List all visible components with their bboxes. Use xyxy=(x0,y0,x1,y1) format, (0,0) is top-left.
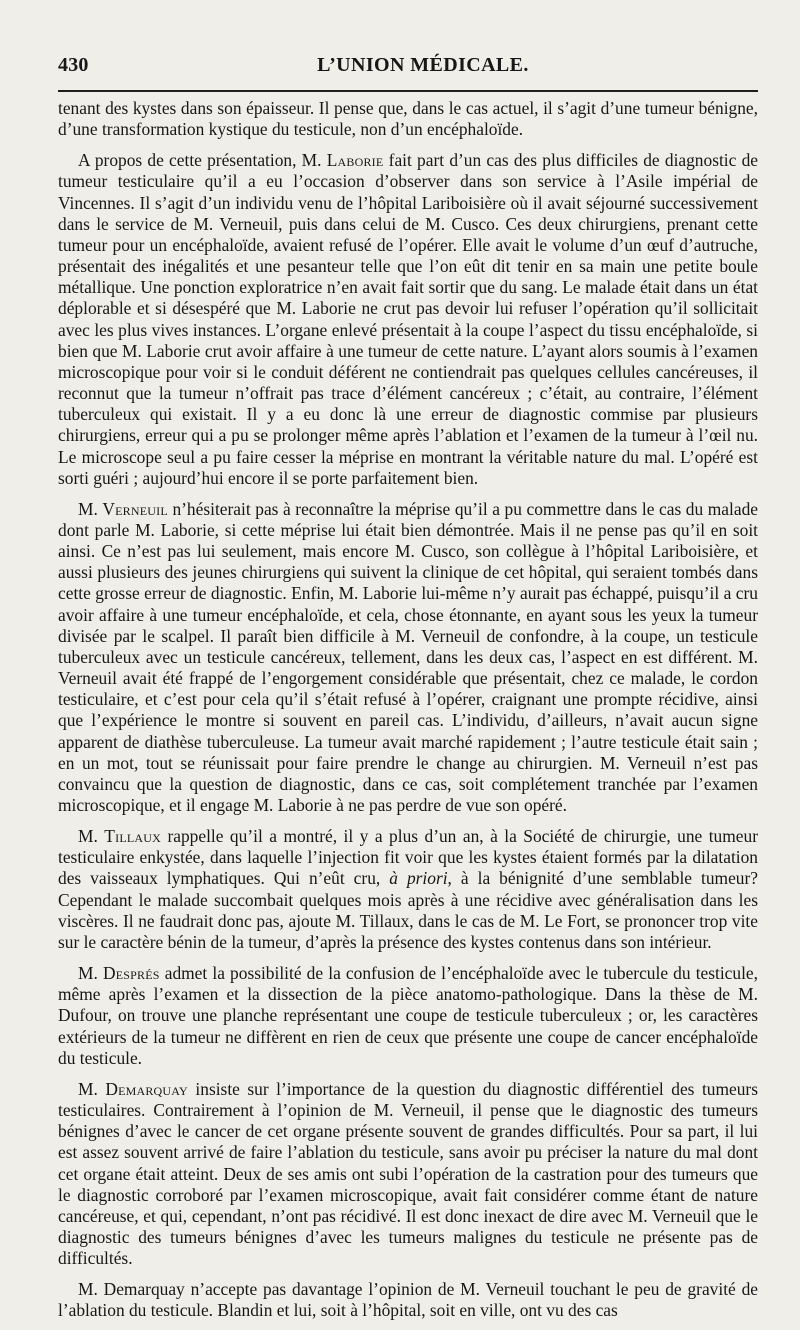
paragraph-despres xyxy=(58,963,758,1069)
paragraph-last-text: M. Demarquay n’accepte pas davantage l’opinion de M. Verneuil touchant le peu de gravité de l’ablation du testicule. Blandin et lui, soit à l’hôpital, soit en ville, ont vu des cas xyxy=(58,1279,758,1321)
speaker-laborie: Laborie xyxy=(326,150,384,171)
speaker-verneuil: Verneuil xyxy=(102,498,168,519)
italic-a-priori: à priori xyxy=(389,868,448,889)
header-rule xyxy=(58,90,758,92)
paragraph-laborie xyxy=(58,150,758,489)
paragraph-verneuil xyxy=(58,499,758,816)
speaker-despres: Després xyxy=(102,963,160,984)
paragraph-demarquay-text: insiste sur l’importance de la question du diagnostic différentiel des tumeurs testiculaires. Contrairement à l’opinion de M. Verneuil, il pense que le diagnostic des tumeurs bénignes d’avec le cancer de cet organe présente souvent de grandes difficultés. Pour sa part, il lui est assez souvent arrivé de faire l’ablation du testicule, sans avoir pu préciser la nature du mal dont cet organe était atteint. Deux de ses amis ont subi l’opération de la castration pour des tumeurs que le diagnostic corroboré par l’examen microscopique, avait fait considérer comme étant de nature cancéreuse, et qui, cependant, n’ont pas récidivé. Il est donc inexact de dire avec M. Verneuil que le diagnostic des tumeurs bénignes d’avec les tumeurs malignes du testicule ne présente pas de difficultés. xyxy=(58,1078,758,1269)
paragraph-despres-intro: M. xyxy=(78,963,103,984)
paragraph-tillaux xyxy=(58,826,758,953)
speaker-demarquay: Demarquay xyxy=(105,1078,188,1099)
speaker-tillaux: Tillaux xyxy=(104,826,161,847)
paragraph-1 xyxy=(58,98,758,140)
paragraph-tillaux-text-before-italic: rappelle qu’il a montré, il y a plus d’un an, à la Société de chirurgie, une tumeur testiculaire enkystée, dans laquelle l’injection fit voir que les kystes étaient formés par la dilatation des vaisseaux lymphatiques. Qui n’eût cru, xyxy=(58,826,758,889)
paragraph-demarquay-intro: M. xyxy=(78,1078,106,1099)
paragraph-1-text: tenant des kystes dans son épaisseur. Il pense que, dans le cas actuel, il s’agit d’une tumeur bénigne, d’une transformation kystique du testicule, non d’un encéphaloïde. xyxy=(58,98,758,140)
paragraph-laborie-intro: A propos de cette présentation, M. xyxy=(78,150,327,171)
page-header xyxy=(58,54,758,84)
page-number: 430 xyxy=(58,54,89,76)
paragraph-verneuil-text: n’hésiterait pas à reconnaître la méprise qu’il a pu commettre dans le cas du malade dont parle M. Laborie, si cette méprise lui était bien démontrée. Mais il ne pense pas qu’il en soit ainsi. Ce n’est pas lui seulement, mais encore M. Cusco, son collègue à l’hôpital Lariboisière, et aussi plusieurs des jeunes chirurgiens qui suivent la clinique de cet hôpital, qui seraient tombés dans cette grosse erreur de diagnostic. Enfin, M. Laborie lui-même n’y aurait pas échappé, puisqu’il a cru avoir affaire à une tumeur encéphaloïde, et cela, chose étonnante, en ayant sous les yeux la tumeur divisée par le scalpel. Il paraît bien difficile à M. Verneuil de confondre, à la coupe, un testicule tuberculeux avec un testicule cancéreux, tellement, dans les deux cas, l’aspect en est différent. M. Verneuil avait été frappé de l’engorgement considérable que présentait, chez ce malade, le cordon testiculaire, et c’est pour cela qu’il s’était refusé à l’opérer, craignant une prompte récidive, ainsi que l’expérience le montre si souvent en pareil cas. L’individu, d’ailleurs, n’avait aucun signe apparent de diathèse tuberculeuse. La tumeur avait marché rapidement ; l’autre testicule était sain ; en un mot, tout se réunissait pour faire prendre le change au chirurgien. M. Verneuil n’est pas convaincu que la question de diagnostic, dans ce cas, soit complétement tranchée par l’examen microscopique, et il engage M. Laborie à ne pas perdre de vue son opéré. xyxy=(58,498,758,815)
running-title: L’UNION MÉDICALE. xyxy=(317,54,529,76)
article-body xyxy=(58,98,758,1321)
paragraph-tillaux-intro: M. xyxy=(78,826,105,847)
paragraph-demarquay xyxy=(58,1079,758,1269)
paragraph-verneuil-intro: M. xyxy=(78,498,103,519)
paragraph-despres-text: admet la possibilité de la confusion de l’encéphaloïde avec le tubercule du testicule, même après l’examen et la dissection de la pièce anatomo-pathologique. Dans la thèse de M. Dufour, on trouve une planche représentant une coupe de testicule tuberculeux ; or, les caractères extérieurs de la tumeur ne diffèrent en rien de ceux que présente une coupe de cancer encéphaloïde du testicule. xyxy=(58,963,758,1068)
paragraph-laborie-text: fait part d’un cas des plus difficiles de diagnostic de tumeur testiculaire qu’il a eu l’occasion d’observer dans son service à l’Asile impérial de Vincennes. Il s’agit d’un individu venu de l’hôpital Lariboisière où il avait séjourné successivement dans le service de M. Verneuil, puis dans celui de M. Cusco. Ces deux chirurgiens, prenant cette tumeur pour un encéphaloïde, avaient refusé de l’opérer. Elle avait le volume d’un œuf d’autruche, présentait des inégalités et une pesanteur telle que l’on eût dit tenir en sa main une petite boule métallique. Une ponction exploratrice n’en avait fait sortir que du sang. Le malade était dans un état déplorable et si désespéré que M. Laborie ne crut pas devoir lui refuser l’opération qu’il sollicitait avec les plus vives instances. L’organe enlevé présentait à la coupe l’aspect du tissu encéphaloïde, si bien que M. Laborie crut avoir affaire à une tumeur de cette nature. L’ayant alors soumis à l’examen microscopique pour voir si le conduit déférent ne contiendrait pas quelques cellules cancéreuses, il reconnut que la tumeur n’offrait pas trace d’élément cancéreux ; c’était, au contraire, l’élément tuberculeux qui existait. Il y a eu donc là une erreur de diagnostic commise par plusieurs chirurgiens, erreur qui a pu se prolonger même après l’ablation et l’examen de la tumeur à l’œil nu. Le microscope seul a pu faire cesser la méprise en montrant la véritable nature du mal. L’opéré est sorti guéri ; aujourd’hui encore il se porte parfaitement bien. xyxy=(58,150,758,488)
paragraph-tillaux-text-after-italic: , à la bénignité d’une semblable tumeur? Cependant le malade succombait quelques mois après à une récidive avec généralisation dans les viscères. Il ne faudrait donc pas, ajoute M. Tillaux, dans le cas de M. Le Fort, se prononcer trop vite sur le caractère bénin de la tumeur, d’après la présence des kystes contenus dans son intérieur. xyxy=(58,868,758,952)
paragraph-last xyxy=(58,1279,758,1321)
